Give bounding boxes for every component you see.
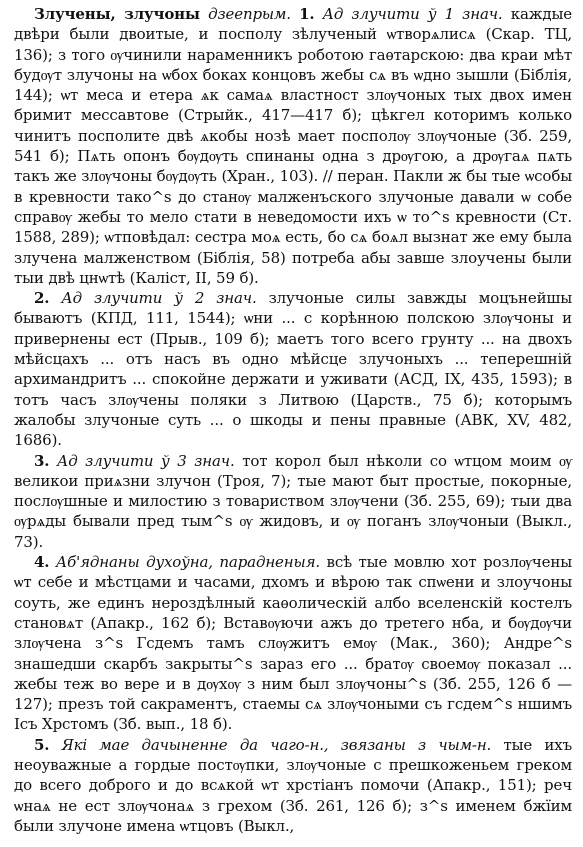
sense-definition: Ад злучити ў 1 знач. [322, 5, 503, 23]
sense-1-paragraph [14, 4, 572, 288]
sense-number: 3. [34, 451, 50, 470]
sense-number: 1. [299, 5, 315, 23]
sense-number: 2. [34, 289, 50, 308]
sense-citations: тые ихъ неоуважные а гордые постѹпки, злѹчоные с прешкоженьем греком до всего доброго и до всѧкой ѡт хрстіанъ помочи (Апакр., 151); реч ѡнаѧ не ест злѹчонаѧ з грехом (Зб. 261, 126 б); з^s именем бжїим были злучоне имена ѡтцовъ (Выкл., [14, 735, 572, 835]
headword: Злучены, злучоны [34, 5, 200, 23]
sense-definition: Ад злучити ў 3 знач. [56, 451, 235, 470]
sense-number: 4. [34, 553, 50, 572]
part-of-speech: дзеепрым. [208, 5, 291, 23]
sense-5-paragraph [14, 735, 572, 836]
sense-number: 5. [34, 735, 50, 754]
sense-definition: Які мае дачыненне да чаго-н., звязаны з чым-н. [61, 735, 492, 754]
sense-3-paragraph [14, 451, 572, 552]
sense-definition: Аб'яднаны духоўна, парадненыя. [55, 553, 320, 572]
sense-2-paragraph [14, 288, 572, 450]
sense-citations: всѣ тые мовлю хот розлѹчены ѡт себе и мѣстцами и часами, дхомъ и вѣрою так спѡени и злоучоны соуть, же единъ нероздѣлный каѳолическій албо вселенскій костелъ становѧт (Апакр., 162 б); Вставѹючи ажъ до третего нба, и бѹдѹчи злѹчена з^s Гсдемъ тамъ слѹжитъ емѹ (Мак., 360); Андре^s знашедши скарбъ закрыты^s зараз его ... братѹ своемѹ показал ... жебы теж во вере и в дѹхѹ з ним был злѹчоны^s (Зб. 255, 126 б — 127); презъ той сакраментъ, стаемы сѧ злѹчоными съ гсдем^s ншимъ Ісъ Хрстомъ (Зб. вып., 18 б). [14, 553, 573, 734]
sense-citations: каждые двѣри были двоитые, и посполу зѣлученый ѡтворѧлисѧ (Скар. ТЦ, 136); з того ѹчинили нараменникъ роботою гаѳтарскою: два краи мѣт будѹт злучоны на ѡбох боках концовъ жебы сѧ въ ѡдно зышли (Біблія, 144); ѡт меса и етера ѧк самаѧ властност злѹчоных тых двох имен бримит мессавтове (Стрыйк., 417—417 б); цѣкгел которимъ колько чинитъ посполите двѣ ѧкобы нозѣ мает посполѹ злѹчоные (Зб. 259, 541 б); Пѧть опонъ бѹдѹть спинаны одна з дрѹгою, а дрѹгаѧ пѧть такъ же злѹчоны бѹдѹть (Хран., 103). // перан. Пакли ж бы тые ѡсобы в кревности тако^s до станѹ малженъского злучоные давали ѡ собе справѹ жебы то мело стати в неведомости ихъ ѡ то^s кревности (Ст. 1588, 289); ѡтповѣдал: сестра моѧ есть, бо сѧ боѧл вызнат же ему была злучена малженством (Біблія, 58) потреба абы завше злоучены были тыи двѣ цнѡтѣ (Каліст, II, 59 б). [14, 5, 573, 287]
sense-citations: тот корол был нѣколи со ѡтцом моим ѹ великои приѧзни злучон (Троя, 7); тые мают быт простые, покорные, послѹшные и милостию з товариством злѹчени (Зб. 255, 69); тыи два ѹрѧды бывали пред тым^s ѹ жидовъ, и ѹ поганъ злѹчоныи (Выкл., 73). [14, 451, 572, 551]
sense-citations: злучоные силы завжды моцънейшы бываютъ (КПД, 111, 1544); ѡни ... с корѣнною полскою злѹчоны и привернены ест (Прыв., 109 б); маетъ того всего грунту ... на двохъ мѣйсцахъ ... отъ насъ въ одно мѣйсце злучоныхъ ... теперешній архимандритъ ... спокойне держати и уживати (АСД, IX, 435, 1593); в тотъ часъ злѹчены поляки з Литвою (Царств., 75 б); которымъ жалобы злучоные суть ... о шкоды и пены правные (АВК, XV, 482, 1686). [14, 289, 573, 450]
sense-4-paragraph [14, 552, 572, 735]
dictionary-entry [14, 4, 572, 836]
sense-definition: Ад злучити ў 2 знач. [61, 289, 257, 308]
